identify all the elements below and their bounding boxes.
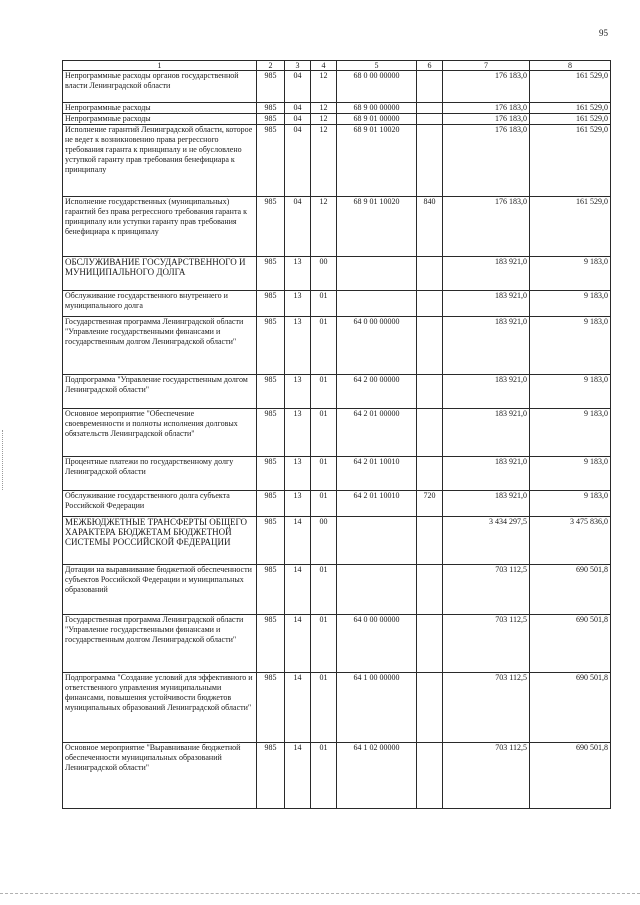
header-cell: 3	[285, 61, 311, 71]
row-code-expense-type	[417, 565, 443, 615]
page-number: 95	[599, 28, 608, 38]
row-code-target: 68 0 00 00000	[337, 71, 417, 103]
row-name: Дотации на выравнивание бюджетной обеспеченности субъектов Российской Федерации и муниципальных образований	[63, 565, 257, 615]
row-amount-year-1: 183 921,0	[443, 457, 530, 491]
row-name: Обслуживание государственного внутреннего и муниципального долга	[63, 291, 257, 317]
row-amount-year-1: 183 921,0	[443, 409, 530, 457]
row-code-ministry: 985	[257, 291, 285, 317]
row-code-ministry: 985	[257, 197, 285, 257]
row-code-ministry: 985	[257, 114, 285, 125]
table-row	[63, 71, 611, 103]
header-cell: 7	[443, 61, 530, 71]
row-code-target: 64 1 02 00000	[337, 743, 417, 809]
row-code-subsection: 00	[311, 517, 337, 565]
row-code-section: 14	[285, 565, 311, 615]
row-amount-year-1: 183 921,0	[443, 317, 530, 375]
row-code-expense-type	[417, 615, 443, 673]
row-name: Основное мероприятие "Обеспечение своевременности и полноты исполнения долговых обязательств Ленинградской области"	[63, 409, 257, 457]
row-amount-year-2: 9 183,0	[530, 291, 611, 317]
row-code-ministry: 985	[257, 71, 285, 103]
header-cell: 2	[257, 61, 285, 71]
row-code-subsection: 01	[311, 291, 337, 317]
row-code-subsection: 12	[311, 103, 337, 114]
row-amount-year-2: 690 501,8	[530, 565, 611, 615]
row-name: Государственная программа Ленинградской области "Управление государственными финансами и государственным долгом Ленинградской области"	[63, 615, 257, 673]
row-amount-year-2: 161 529,0	[530, 103, 611, 114]
row-code-subsection: 01	[311, 409, 337, 457]
row-code-subsection: 01	[311, 317, 337, 375]
row-amount-year-1: 183 921,0	[443, 257, 530, 291]
row-code-target: 64 2 00 00000	[337, 375, 417, 409]
table-row	[63, 103, 611, 114]
row-amount-year-2: 9 183,0	[530, 457, 611, 491]
row-code-subsection: 01	[311, 375, 337, 409]
row-name: ОБСЛУЖИВАНИЕ ГОСУДАРСТВЕННОГО И МУНИЦИПАЛЬНОГО ДОЛГА	[63, 257, 257, 291]
row-amount-year-2: 9 183,0	[530, 257, 611, 291]
row-code-target: 64 0 00 00000	[337, 317, 417, 375]
row-name: Обслуживание государственного долга субъекта Российской Федерации	[63, 491, 257, 517]
table-row	[63, 615, 611, 673]
row-amount-year-2: 161 529,0	[530, 71, 611, 103]
table-row	[63, 743, 611, 809]
table-row	[63, 291, 611, 317]
row-name: Основное мероприятие "Выравнивание бюджетной обеспеченности муниципальных образований Ленинградской области"	[63, 743, 257, 809]
row-code-target	[337, 257, 417, 291]
row-amount-year-1: 176 183,0	[443, 125, 530, 197]
row-code-subsection: 01	[311, 491, 337, 517]
row-name: Исполнение гарантий Ленинградской области, которое не ведет к возникновению права регрессного требования гаранта к принципалу и не обусловлено уступкой гаранту прав требования бенефициара к принципалу	[63, 125, 257, 197]
row-amount-year-2: 9 183,0	[530, 491, 611, 517]
row-code-section: 13	[285, 409, 311, 457]
row-amount-year-1: 703 112,5	[443, 743, 530, 809]
row-name: Непрограммные расходы органов государственной власти Ленинградской области	[63, 71, 257, 103]
row-amount-year-1: 176 183,0	[443, 114, 530, 125]
row-amount-year-1: 176 183,0	[443, 197, 530, 257]
row-code-section: 14	[285, 517, 311, 565]
scan-margin-mark	[2, 430, 7, 490]
row-code-subsection: 12	[311, 125, 337, 197]
row-code-target: 64 2 01 00000	[337, 409, 417, 457]
row-code-subsection: 01	[311, 457, 337, 491]
row-code-target	[337, 565, 417, 615]
row-code-subsection: 01	[311, 565, 337, 615]
row-code-target: 68 9 01 00000	[337, 114, 417, 125]
row-code-section: 13	[285, 491, 311, 517]
row-code-section: 04	[285, 114, 311, 125]
table-row	[63, 317, 611, 375]
row-code-target: 64 1 00 00000	[337, 673, 417, 743]
row-code-ministry: 985	[257, 565, 285, 615]
row-amount-year-2: 690 501,8	[530, 673, 611, 743]
row-code-expense-type	[417, 317, 443, 375]
row-code-section: 04	[285, 197, 311, 257]
header-cell: 4	[311, 61, 337, 71]
row-code-section: 04	[285, 103, 311, 114]
row-code-expense-type	[417, 257, 443, 291]
row-amount-year-2: 161 529,0	[530, 114, 611, 125]
header-cell: 6	[417, 61, 443, 71]
table-row	[63, 457, 611, 491]
table-row	[63, 673, 611, 743]
table-row	[63, 491, 611, 517]
row-code-target: 68 9 00 00000	[337, 103, 417, 114]
row-code-ministry: 985	[257, 517, 285, 565]
row-code-section: 13	[285, 375, 311, 409]
row-code-target	[337, 517, 417, 565]
table-row	[63, 197, 611, 257]
table-row	[63, 114, 611, 125]
row-code-expense-type	[417, 291, 443, 317]
row-code-section: 14	[285, 615, 311, 673]
budget-table	[62, 60, 611, 809]
row-code-expense-type	[417, 103, 443, 114]
row-code-target: 64 0 00 00000	[337, 615, 417, 673]
row-code-ministry: 985	[257, 125, 285, 197]
header-cell: 5	[337, 61, 417, 71]
row-code-subsection: 01	[311, 615, 337, 673]
header-cell: 1	[63, 61, 257, 71]
row-amount-year-2: 9 183,0	[530, 409, 611, 457]
row-code-ministry: 985	[257, 375, 285, 409]
row-code-ministry: 985	[257, 103, 285, 114]
row-code-subsection: 00	[311, 257, 337, 291]
row-amount-year-2: 161 529,0	[530, 197, 611, 257]
row-amount-year-2: 9 183,0	[530, 317, 611, 375]
row-code-subsection: 12	[311, 114, 337, 125]
row-name: МЕЖБЮДЖЕТНЫЕ ТРАНСФЕРТЫ ОБЩЕГО ХАРАКТЕРА БЮДЖЕТАМ БЮДЖЕТНОЙ СИСТЕМЫ РОССИЙСКОЙ ФЕДЕРАЦИИ	[63, 517, 257, 565]
row-amount-year-2: 690 501,8	[530, 615, 611, 673]
row-name: Подпрограмма "Управление государственным долгом Ленинградской области"	[63, 375, 257, 409]
row-code-subsection: 01	[311, 743, 337, 809]
row-amount-year-1: 703 112,5	[443, 615, 530, 673]
row-code-expense-type	[417, 409, 443, 457]
row-code-expense-type: 720	[417, 491, 443, 517]
row-code-expense-type: 840	[417, 197, 443, 257]
row-amount-year-1: 176 183,0	[443, 71, 530, 103]
row-code-expense-type	[417, 743, 443, 809]
table-header-row	[63, 61, 611, 71]
row-code-expense-type	[417, 457, 443, 491]
row-amount-year-1: 183 921,0	[443, 291, 530, 317]
row-code-ministry: 985	[257, 257, 285, 291]
row-name: Подпрограмма "Создание условий для эффективного и ответственного управления муниципальными финансами, повышения устойчивости бюджетов муниципальных образований Ленинградской области"	[63, 673, 257, 743]
row-amount-year-1: 703 112,5	[443, 673, 530, 743]
row-code-ministry: 985	[257, 491, 285, 517]
row-amount-year-2: 3 475 836,0	[530, 517, 611, 565]
row-code-expense-type	[417, 125, 443, 197]
row-code-expense-type	[417, 71, 443, 103]
row-code-expense-type	[417, 114, 443, 125]
row-code-ministry: 985	[257, 457, 285, 491]
row-code-target	[337, 291, 417, 317]
row-amount-year-2: 161 529,0	[530, 125, 611, 197]
row-code-subsection: 12	[311, 197, 337, 257]
row-code-section: 13	[285, 257, 311, 291]
row-code-ministry: 985	[257, 743, 285, 809]
scan-bottom-edge	[0, 893, 640, 900]
row-amount-year-1: 176 183,0	[443, 103, 530, 114]
row-code-ministry: 985	[257, 317, 285, 375]
row-code-section: 13	[285, 317, 311, 375]
row-code-ministry: 985	[257, 409, 285, 457]
row-name: Непрограммные расходы	[63, 114, 257, 125]
row-code-expense-type	[417, 375, 443, 409]
table-row	[63, 409, 611, 457]
row-code-subsection: 01	[311, 673, 337, 743]
row-code-ministry: 985	[257, 615, 285, 673]
row-name: Непрограммные расходы	[63, 103, 257, 114]
row-code-target: 64 2 01 10010	[337, 457, 417, 491]
row-name: Государственная программа Ленинградской области "Управление государственными финансами и государственным долгом Ленинградской области"	[63, 317, 257, 375]
row-code-section: 13	[285, 291, 311, 317]
header-cell: 8	[530, 61, 611, 71]
row-code-subsection: 12	[311, 71, 337, 103]
row-code-section: 04	[285, 71, 311, 103]
row-amount-year-1: 3 434 297,5	[443, 517, 530, 565]
row-code-target: 68 9 01 10020	[337, 125, 417, 197]
row-amount-year-1: 183 921,0	[443, 375, 530, 409]
row-code-section: 04	[285, 125, 311, 197]
row-amount-year-2: 690 501,8	[530, 743, 611, 809]
table-row	[63, 257, 611, 291]
row-code-expense-type	[417, 517, 443, 565]
row-amount-year-1: 703 112,5	[443, 565, 530, 615]
table-row	[63, 517, 611, 565]
row-code-expense-type	[417, 673, 443, 743]
row-amount-year-2: 9 183,0	[530, 375, 611, 409]
row-code-section: 13	[285, 457, 311, 491]
table-row	[63, 565, 611, 615]
table-row	[63, 375, 611, 409]
row-code-ministry: 985	[257, 673, 285, 743]
row-name: Процентные платежи по государственному долгу Ленинградской области	[63, 457, 257, 491]
row-code-section: 14	[285, 673, 311, 743]
row-code-section: 14	[285, 743, 311, 809]
row-amount-year-1: 183 921,0	[443, 491, 530, 517]
row-code-target: 64 2 01 10010	[337, 491, 417, 517]
table-row	[63, 125, 611, 197]
row-code-target: 68 9 01 10020	[337, 197, 417, 257]
row-name: Исполнение государственных (муниципальных) гарантий без права регрессного требования гаранта к принципалу или уступки гаранту прав требования бенефициара к принципалу	[63, 197, 257, 257]
